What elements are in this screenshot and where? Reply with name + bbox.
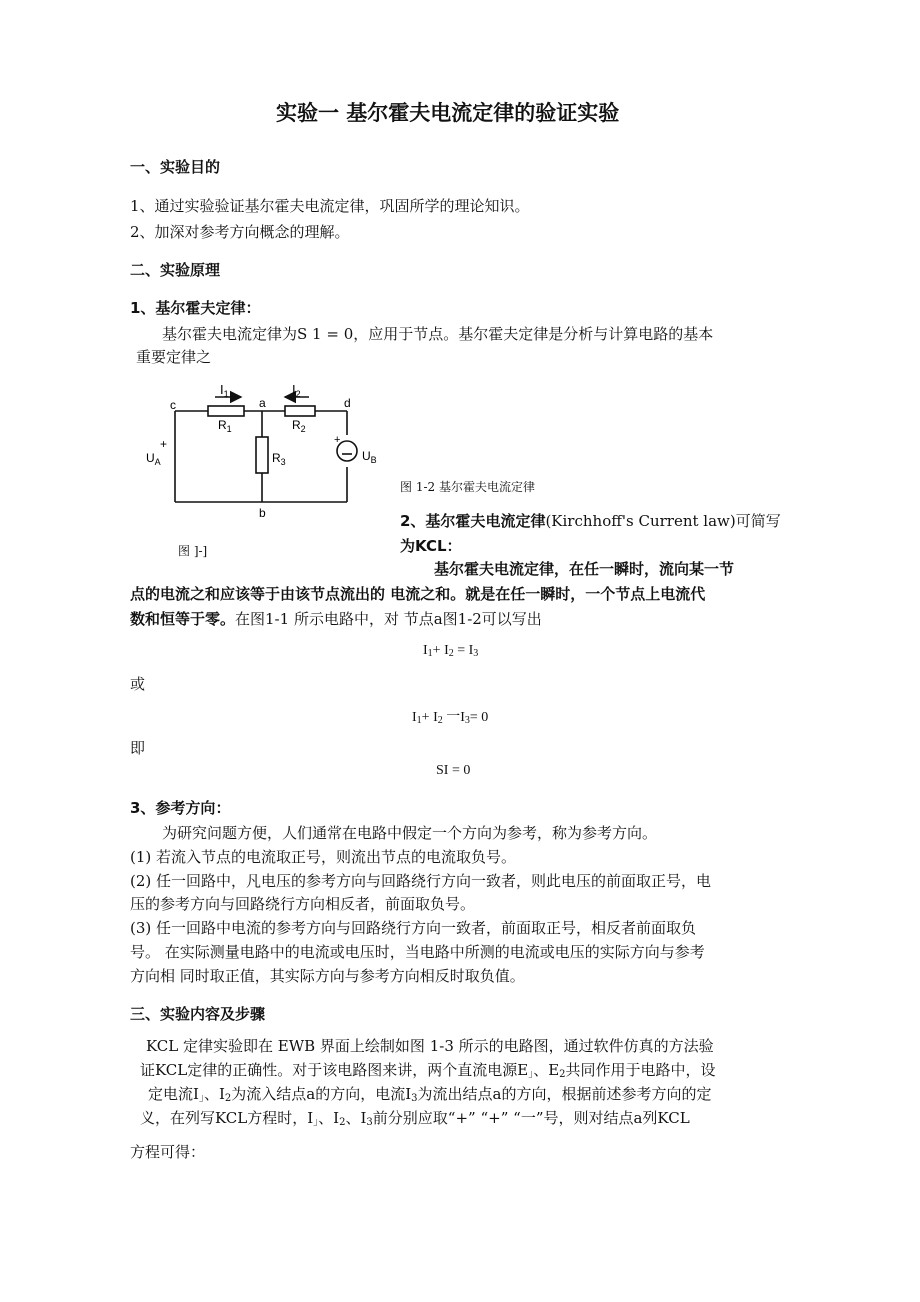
kcl-heading-line	[400, 510, 781, 531]
text-or: 或	[130, 675, 146, 693]
node-label-a: a	[259, 396, 266, 410]
resistor-r1	[208, 406, 244, 416]
kcl-abbrev: 为KCL：	[400, 537, 462, 555]
section-heading-steps: 三、实验内容及步骤	[130, 1005, 266, 1023]
purpose-item-1: 1、通过实验验证基尔霍夫电流定律，巩固所学的理论知识。	[130, 197, 530, 215]
text-ji: 即	[130, 739, 146, 757]
resistor-r3	[256, 437, 268, 473]
node-label-b: b	[259, 506, 266, 520]
svg-text:I2: $I_2$	[292, 382, 301, 399]
svg-text:UA: $U_A$	[146, 451, 161, 467]
rule-1: (1) 若流入节点的电流取正号，则流出节点的电流取负号。	[130, 848, 517, 866]
svg-text:UB: $U_B$	[362, 449, 377, 465]
rule-3: (3) 任一回路中电流的参考方向与回路绕行方向一致者，前面取正号，相反者前面取负	[130, 919, 697, 937]
paragraph-line: 义，在列写KCL方程时，$I_」$、$I_2$、$I_3$前分别应取“+” “+” “一”号，则对结点a列KCL	[140, 1109, 690, 1128]
svg-text:R2: $R_2$	[292, 418, 306, 434]
kcl-heading: 2、基尔霍夫电流定律	[400, 512, 546, 530]
rule-2: (2) 任一回路中，凡电压的参考方向与回路绕行方向一致者，则此电压的前面取正号，电	[130, 872, 712, 890]
paragraph-line: 点的电流之和应该等于由该节点流出的 电流之和。就是在任一瞬时，一个节点上电流代	[130, 585, 706, 603]
equation-3: SI = 0	[436, 763, 471, 778]
figure-caption: 图 1-2 基尔霍夫电流定律	[400, 480, 535, 494]
paragraph-line: 号。 在实际测量电路中的电流或电压时，当电路中所测的电流或电压的实际方向与参考	[130, 943, 705, 961]
equation-1: $I_1+ I_2 = I_3$	[423, 643, 479, 659]
svg-text:I1: $I_1$	[220, 382, 229, 399]
kcl-heading-paren: (Kirchhoff's Current law)可简写	[545, 512, 781, 530]
paragraph-line: 重要定律之	[136, 348, 212, 366]
equation-2: $I_1+ I_2$ 一$I_3= 0$	[412, 710, 489, 726]
svg-text:R1: $R_1$	[218, 418, 232, 434]
paragraph-line: 数和恒等于零。在图1-1 所示电路中，对 节点a图1-2可以写出	[130, 610, 542, 628]
node-label-c: c	[170, 398, 176, 412]
circuit-diagram	[140, 380, 390, 525]
node-label-d: d	[344, 396, 351, 410]
paragraph-line: 方向相 同时取正值，其实际方向与参考方向相反时取负值。	[130, 967, 525, 985]
svg-text:+: +	[160, 437, 168, 451]
paragraph-line: KCL 定律实验即在 EWB 界面上绘制如图 1-3 所示的电路图，通过软件仿真的方法验	[146, 1037, 714, 1055]
subheading-reference-direction: 3、参考方向：	[130, 799, 231, 817]
page-title: 实验一 基尔霍夫电流定律的验证实验	[276, 101, 620, 125]
paragraph-line: 为研究问题方便，人们通常在电路中假定一个方向为参考，称为参考方向。	[162, 824, 658, 842]
paragraph-line: 方程可得：	[130, 1143, 206, 1161]
paragraph-line: 定电流$I_」$、$I_2$为流入结点a的方向，电流$I_3$为流出结点a的方向，根据前述参考方向的定	[148, 1085, 712, 1104]
svg-text:+: +	[334, 434, 341, 446]
section-heading-principle: 二、实验原理	[130, 261, 221, 279]
purpose-item-2: 2、加深对参考方向概念的理解。	[130, 223, 350, 241]
paragraph-line: 证KCL定律的正确性。对于该电路图来讲，两个直流电源$E_」$、$E_2$共同作用于电路中，设	[140, 1061, 716, 1080]
section-heading-purpose: 一、实验目的	[130, 158, 221, 176]
paragraph-line: 基尔霍夫电流定律，在任一瞬时，流向某一节	[434, 560, 735, 578]
resistor-r2	[285, 406, 315, 416]
paragraph-line: 基尔霍夫电流定律为S 1 = 0，应用于节点。基尔霍夫定律是分析与计算电路的基本	[162, 325, 714, 343]
figure-label: 图 ]-]	[178, 544, 208, 558]
paragraph-line: 压的参考方向与回路绕行方向相反者，前面取负号。	[130, 895, 476, 913]
subheading-kirchhoff-law: 1、基尔霍夫定律：	[130, 299, 261, 317]
svg-text:R3: $R_3$	[272, 451, 286, 467]
